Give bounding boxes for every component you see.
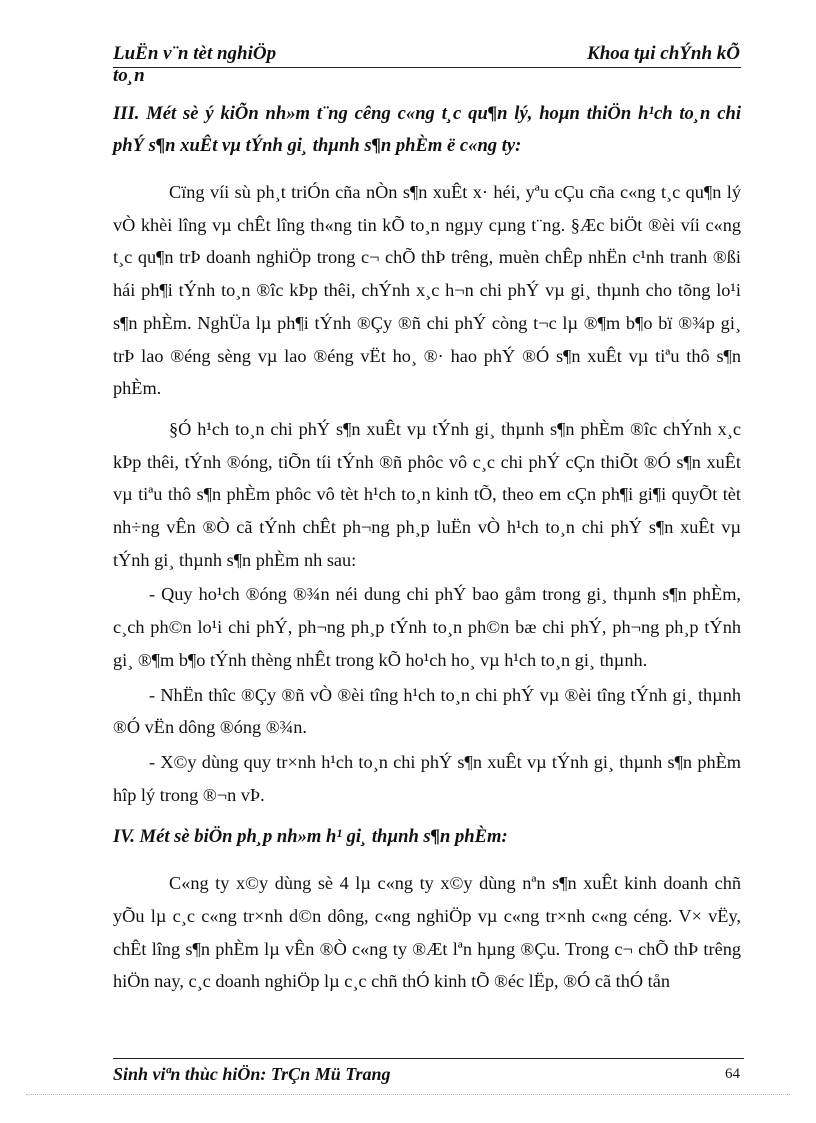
footer-author: Sinh viªn thùc hiÖn: TrÇn Mü Trang <box>113 1064 391 1084</box>
section-heading-iv: IV. Mét sè biÖn ph¸p nh»m h¹ gi¸ thµnh s¶n phÈm: <box>113 826 508 848</box>
header-divider <box>113 67 741 68</box>
paragraph: Cïng víi sù ph¸t triÓn cña nÒn s¶n xuÊt x· héi, yªu cÇu cña c«ng t¸c qu¶n lý vÒ khèi lîng vµ chÊt lîng th«ng tin kÕ to¸n ngµy cµng t¨ng. §Æc biÖt ®èi víi c«ng t¸c qu¶n trÞ doanh nghiÖp trong c¬ chÕ thÞ trêng, muèn chÊp nhËn c¹nh tranh ®ßi hái ph¶i tÝnh to¸n ®îc kÞp thêi, chÝnh x¸c h¬n chi phÝ vµ gi¸ thµnh cho tõng lo¹i s¶n phÈm. NghÜa lµ ph¶i tÝnh ®Çy ®ñ chi phÝ còng t¬c lµ ®¶m b¶o bï ®¾p gi¸ trÞ lao ®éng sèng vµ lao ®éng vËt ho¸ ®· hao phÝ ®Ó s¶n xuÊt vµ tiªu thô s¶n phÈm. <box>113 182 741 399</box>
section-heading-iii: III. Mét sè ý kiÕn nh»m t¨ng cêng c«ng t¸c qu¶n lý, hoµn thiÖn h¹ch to¸n chi phÝ s¶n xuÊt vµ tÝnh gi¸ thµnh s¶n phÈm ë c«ng ty: <box>113 103 741 156</box>
bullet-item: - NhËn thîc ®Çy ®ñ vÒ ®èi tîng h¹ch to¸n chi phÝ vµ ®èi tîng tÝnh gi¸ thµnh ®Ó vËn dông ®óng ®¾n. <box>113 684 741 738</box>
footer-divider <box>113 1058 744 1059</box>
header-title: LuËn v¨n tèt nghiÖp <box>113 43 277 64</box>
paragraph: §Ó h¹ch to¸n chi phÝ s¶n xuÊt vµ tÝnh gi¸ thµnh s¶n phÈm ®îc chÝnh x¸c kÞp thêi, tÝnh ®óng, tiÕn tíi tÝnh ®ñ phôc vô c¸c chi phÝ cÇn thiÕt ®Ó s¶n xuÊt vµ tiªu thô s¶n phÈm phôc vô tèt h¹ch to¸n kinh tÕ, theo em cÇn ph¶i gi¶i quyÕt tèt nh÷ng vÊn ®Ò cã tÝnh chÊt ph¬ng ph¸p luËn vÒ h¹ch to¸n chi phÝ s¶n xuÊt vµ tÝnh gi¸ thµnh s¶n phÈm nh sau: <box>113 418 741 570</box>
document-body <box>113 98 741 998</box>
bullet-item: - Quy ho¹ch ®óng ®¾n néi dung chi phÝ bao gåm trong gi¸ thµnh s¶n phÈm, c¸ch ph©n lo¹i chi phÝ, ph¬ng ph¸p tÝnh to¸n ph©n bæ chi phÝ, ph¬ng ph¸p tÝnh gi¸ ®¶m b¶o tÝnh thèng nhÊt trong kÕ ho¹ch ho¸ vµ h¹ch to¸n gi¸ thµnh. <box>113 584 741 670</box>
page-number: 64 <box>725 1066 740 1082</box>
header-faculty: Khoa tµi chÝnh kÕ <box>587 43 740 64</box>
header-faculty-continuation: to¸n <box>113 65 145 86</box>
page-bottom-border <box>26 1094 790 1095</box>
bullet-item: - X©y dùng quy tr×nh h¹ch to¸n chi phÝ s¶n xuÊt vµ tÝnh gi¸ thµnh s¶n phÈm hîp lý trong ®¬n vÞ. <box>113 751 741 805</box>
paragraph: C«ng ty x©y dùng sè 4 lµ c«ng ty x©y dùng nªn s¶n xuÊt kinh doanh chñ yÕu lµ c¸c c«ng tr×nh d©n dông, c«ng nghiÖp vµ c«ng tr×nh c«ng céng. V× vËy, chÊt lîng s¶n phÈm lµ vÊn ®Ò c«ng ty ®Æt lªn hµng ®Çu. Trong c¬ chÕ thÞ trêng hiÖn nay, c¸c doanh nghiÖp lµ c¸c chñ thÓ kinh tÕ ®éc lËp, ®Ó cã thÓ tån <box>113 873 741 992</box>
